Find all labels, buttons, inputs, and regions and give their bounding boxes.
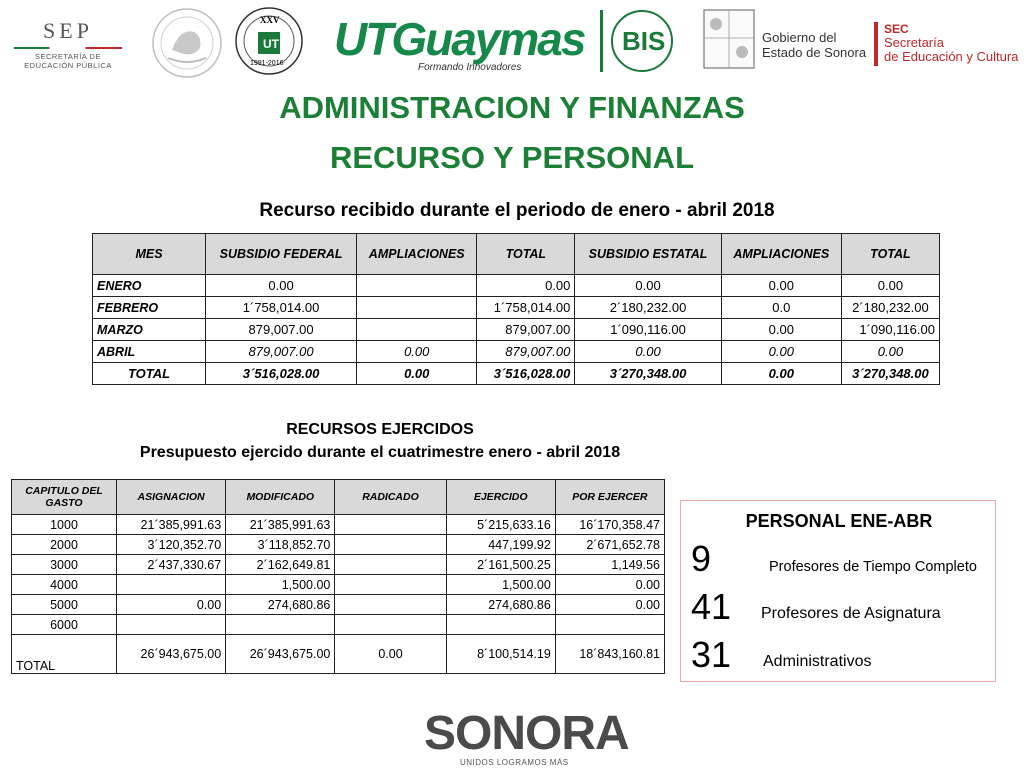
page-subtitle: RECURSO Y PERSONAL — [329, 140, 695, 175]
sonora-footer-logo — [424, 707, 629, 767]
col-subsidio-estatal: SUBSIDIO ESTATAL — [575, 234, 721, 275]
table-cell: 1´090,116.00 — [575, 319, 721, 341]
table-cell — [555, 615, 664, 635]
table-row — [12, 555, 665, 575]
utguaymas-tagline: Formando Innovadores — [418, 62, 522, 73]
row-label: ABRIL — [93, 341, 206, 363]
table-cell: 0.00 — [721, 319, 841, 341]
row-label: FEBRERO — [93, 297, 206, 319]
gobierno-sonora-logo — [762, 30, 872, 60]
table-cell: 0.00 — [721, 363, 841, 385]
table-cell: 2´437,330.67 — [117, 555, 226, 575]
row-label: 3000 — [12, 555, 117, 575]
sec-line1: Secretaría — [884, 35, 944, 50]
utguaymas-logo — [326, 6, 594, 76]
personal-count: 41 — [691, 586, 732, 627]
col-subsidio-federal: SUBSIDIO FEDERAL — [206, 234, 357, 275]
table-cell — [335, 555, 446, 575]
utguaymas-brand: UTGuaymas — [334, 13, 585, 65]
table-cell: 26´943,675.00 — [226, 635, 335, 674]
table-cell — [357, 297, 477, 319]
table-row — [12, 575, 665, 595]
recurso-table — [92, 233, 940, 385]
personal-label: Administrativos — [763, 653, 872, 670]
table-cell: 879,007.00 — [477, 319, 575, 341]
gobierno-line2: Estado de Sonora — [762, 45, 867, 60]
table-cell: 0.00 — [841, 341, 939, 363]
col-total-estatal: TOTAL — [841, 234, 939, 275]
table-cell: 0.00 — [477, 275, 575, 297]
table-cell — [357, 319, 477, 341]
svg-text:UT: UT — [263, 37, 279, 51]
col-modificado: MODIFICADO — [226, 480, 335, 515]
table-cell: 3´516,028.00 — [206, 363, 357, 385]
gobierno-line1: Gobierno del — [762, 30, 837, 45]
table-cell — [226, 615, 335, 635]
col-ampliaciones-estatal: AMPLIACIONES — [721, 234, 841, 275]
col-capitulo: CAPITULO DEL GASTO — [12, 480, 117, 515]
table-cell: 879,007.00 — [206, 341, 357, 363]
table-cell: 5´215,633.16 — [446, 515, 555, 535]
row-label: TOTAL — [12, 635, 117, 674]
ut25-numeral: XXV — [260, 15, 280, 25]
ut-25-anniversary-logo — [234, 6, 304, 76]
row-label: ENERO — [93, 275, 206, 297]
sep-logo-line1: SECRETARÍA DE — [35, 52, 101, 61]
table-cell: 0.00 — [721, 341, 841, 363]
table-cell: 0.00 — [575, 275, 721, 297]
table-cell: 0.00 — [206, 275, 357, 297]
col-asignacion: ASIGNACION — [117, 480, 226, 515]
sonora-logo-tagline: UNIDOS LOGRAMOS MÁS — [460, 758, 569, 767]
personal-item — [691, 539, 991, 579]
table-row — [93, 319, 940, 341]
ejercidos-header-row — [12, 480, 665, 515]
table-cell: 2´161,500.25 — [446, 555, 555, 575]
bis-logo — [598, 6, 682, 76]
table-cell: 21´385,991.63 — [226, 515, 335, 535]
table-cell: 879,007.00 — [477, 341, 575, 363]
table-cell: 18´843,160.81 — [555, 635, 664, 674]
table-cell: 2´180,232.00 — [575, 297, 721, 319]
table-cell: 2´162,649.81 — [226, 555, 335, 575]
sonora-logo-word: SONORA — [424, 707, 629, 760]
bis-text: BIS — [622, 26, 666, 56]
table-cell — [117, 575, 226, 595]
table-cell: 0.00 — [841, 275, 939, 297]
table-cell: 8´100,514.19 — [446, 635, 555, 674]
col-total-federal: TOTAL — [477, 234, 575, 275]
table-cell: 0.00 — [721, 275, 841, 297]
sec-logo — [874, 22, 1024, 64]
personal-box — [680, 500, 996, 682]
table-cell: 0.00 — [357, 363, 477, 385]
table-row — [93, 275, 940, 297]
table-cell: 3´120,352.70 — [117, 535, 226, 555]
table-cell — [335, 575, 446, 595]
sep-logo-word: SEP — [43, 18, 93, 43]
table-cell: 0.00 — [335, 635, 446, 674]
table-cell: 16´170,358.47 — [555, 515, 664, 535]
personal-item — [691, 635, 991, 675]
table-cell — [357, 275, 477, 297]
row-label: 2000 — [12, 535, 117, 555]
table-cell: 2´671,652.78 — [555, 535, 664, 555]
page-title: ADMINISTRACION Y FINANZAS — [279, 90, 745, 125]
table-cell: 3´118,852.70 — [226, 535, 335, 555]
table-row — [12, 515, 665, 535]
personal-label: Profesores de Tiempo Completo — [769, 559, 977, 575]
table-cell: 26´943,675.00 — [117, 635, 226, 674]
table-cell: 274,680.86 — [446, 595, 555, 615]
sec-line2: de Educación y Cultura — [884, 49, 1019, 64]
table-row — [93, 341, 940, 363]
recurso-header-row — [93, 234, 940, 275]
row-label: 5000 — [12, 595, 117, 615]
table-cell: 0.00 — [357, 341, 477, 363]
table-cell: 1,500.00 — [226, 575, 335, 595]
table-total-row — [93, 363, 940, 385]
bis-ring-text — [598, 6, 618, 7]
table-total-row — [12, 635, 665, 674]
table-cell: 3´270,348.00 — [575, 363, 721, 385]
personal-count: 31 — [691, 634, 732, 675]
table-cell: 0.00 — [555, 595, 664, 615]
ut25-years: 1991-2016 — [250, 60, 284, 67]
table-cell: 2´180,232.00 — [841, 297, 939, 319]
table-cell — [335, 535, 446, 555]
table-cell — [335, 515, 446, 535]
col-ejercido: EJERCIDO — [446, 480, 555, 515]
recurso-heading: Recurso recibido durante el periodo de enero - abril 2018 — [259, 200, 775, 221]
table-cell: 1´758,014.00 — [206, 297, 357, 319]
estado-de-sonora-shield-icon — [702, 8, 756, 70]
table-cell: 1´758,014.00 — [477, 297, 575, 319]
ejercidos-heading: RECURSOS EJERCIDOS — [286, 421, 474, 438]
col-ampliaciones-federal: AMPLIACIONES — [357, 234, 477, 275]
col-por-ejercer: POR EJERCER — [555, 480, 664, 515]
table-cell — [335, 595, 446, 615]
table-cell — [446, 615, 555, 635]
sec-abbr: SEC — [884, 22, 909, 36]
sep-logo-line2: EDUCACIÓN PÚBLICA — [24, 61, 112, 70]
row-label: 4000 — [12, 575, 117, 595]
table-cell: 3´270,348.00 — [841, 363, 939, 385]
table-row — [12, 595, 665, 615]
row-label: MARZO — [93, 319, 206, 341]
table-cell: 0.00 — [575, 341, 721, 363]
table-cell: 0.0 — [721, 297, 841, 319]
personal-count: 9 — [691, 538, 712, 579]
table-cell: 0.00 — [117, 595, 226, 615]
row-label: 6000 — [12, 615, 117, 635]
ejercidos-table — [11, 479, 665, 674]
personal-title: PERSONAL ENE-ABR — [745, 511, 933, 531]
table-cell — [117, 615, 226, 635]
table-cell: 274,680.86 — [226, 595, 335, 615]
ejercidos-subheading: Presupuesto ejercido durante el cuatrimestre enero - abril 2018 — [139, 444, 621, 461]
personal-item — [691, 587, 991, 627]
table-cell: 1,500.00 — [446, 575, 555, 595]
row-label: TOTAL — [93, 363, 206, 385]
table-cell: 879,007.00 — [206, 319, 357, 341]
table-cell: 3´516,028.00 — [477, 363, 575, 385]
table-cell — [335, 615, 446, 635]
sep-logo-rule — [14, 47, 122, 49]
table-cell: 21´385,991.63 — [117, 515, 226, 535]
mexico-coat-of-arms-icon — [150, 6, 224, 80]
col-radicado: RADICADO — [335, 480, 446, 515]
table-cell: 1´090,116.00 — [841, 319, 939, 341]
table-row — [12, 535, 665, 555]
table-cell: 0.00 — [555, 575, 664, 595]
table-row — [93, 297, 940, 319]
table-cell: 1,149.56 — [555, 555, 664, 575]
row-label: 1000 — [12, 515, 117, 535]
personal-label: Profesores de Asignatura — [761, 605, 941, 622]
sep-logo — [8, 18, 128, 70]
table-row — [12, 615, 665, 635]
col-mes: MES — [93, 234, 206, 275]
sec-logo-bar — [874, 22, 878, 66]
table-cell: 447,199.92 — [446, 535, 555, 555]
